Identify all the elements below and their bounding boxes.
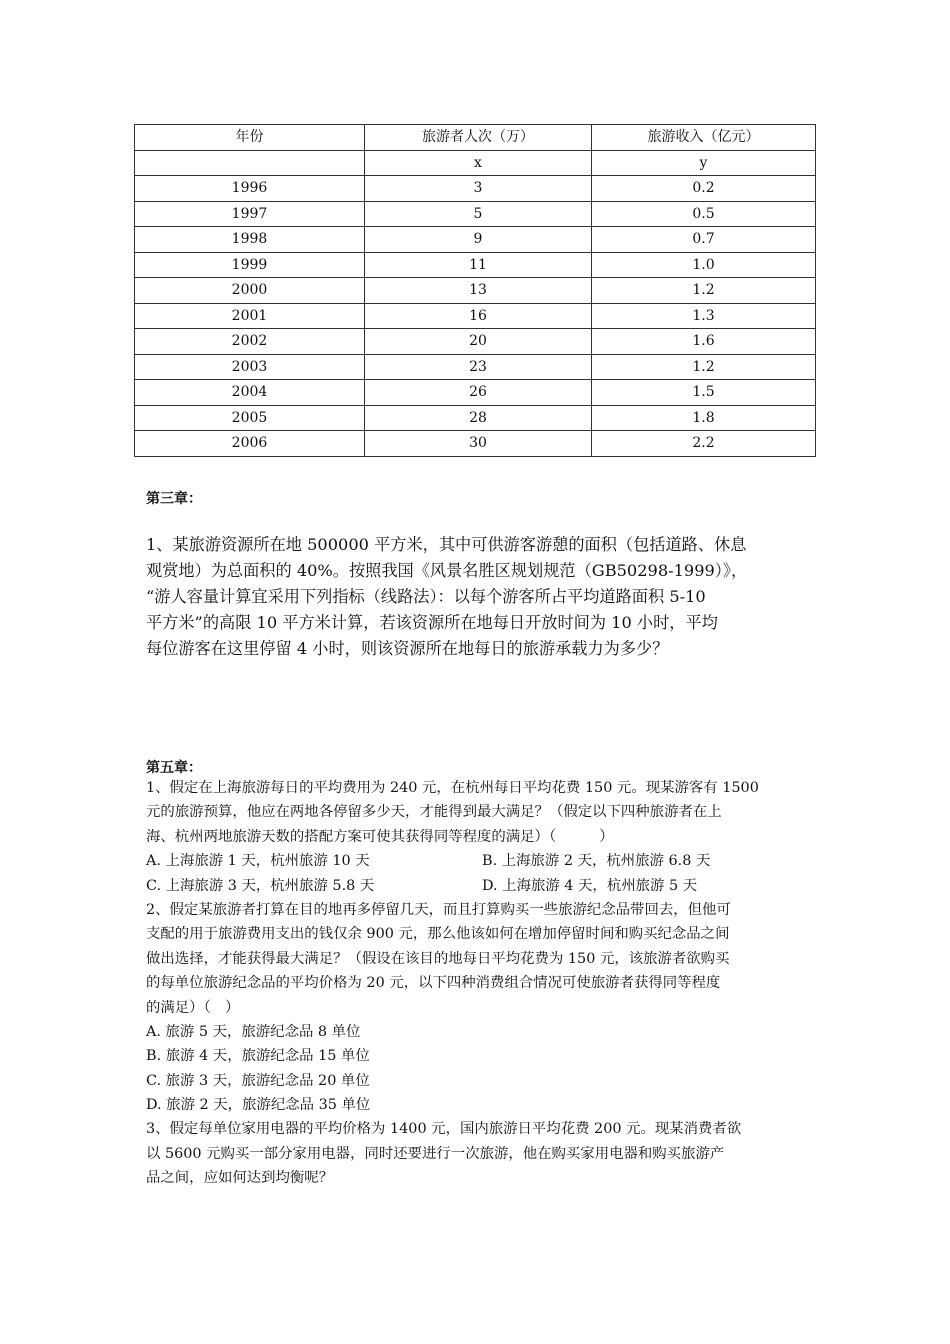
option-row (146, 849, 816, 873)
table-header-cell: 旅游收入（亿元） (592, 125, 816, 151)
x-cell: 13 (365, 278, 592, 304)
question-line: 做出选择，才能获得最大满足？（假设在该目的地每日平均花费为 150 元，该旅游者欲购买 (146, 950, 730, 967)
question-line: 元的旅游预算，他应在两地各停留多少天，才能得到最大满足？（假定以下四种旅游者在上 (146, 804, 722, 821)
option-row (146, 874, 816, 898)
year-cell: 2006 (135, 431, 365, 457)
year-cell: 2004 (135, 380, 365, 406)
table-header-cell: 年份 (135, 125, 365, 151)
table-row (135, 354, 816, 380)
table-header-cell: 旅游者人次（万） (365, 125, 592, 151)
chapter3-heading: 第三章： (146, 491, 202, 507)
y-cell: 1.5 (592, 380, 816, 406)
table-subheader-cell: x (365, 150, 592, 176)
x-cell: 3 (365, 176, 592, 202)
y-cell: 1.0 (592, 252, 816, 278)
table-subheader-row (135, 150, 816, 176)
question-line: 观赏地）为总面积的 40%。按照我国《风景名胜区规划规范（GB50298-1999）》， (146, 561, 748, 580)
question-line: 平方米”的高限 10 平方米计算，若该资源所在地每日开放时间为 10 小时，平均 (146, 613, 718, 632)
question-line: 1、某旅游资源所在地 500000 平方米，其中可供游客游憩的面积（包括道路、休息 (146, 535, 747, 554)
question-line: 的满足）（ ） (146, 999, 240, 1016)
question-line: 每位游客在这里停留 4 小时，则该资源所在地每日的旅游承载力为多少？ (146, 639, 669, 658)
table-row (135, 278, 816, 304)
question-line: 以 5600 元购买一部分家用电器，同时还要进行一次旅游，他在购买家用电器和购买旅游产 (146, 1145, 725, 1162)
x-cell: 11 (365, 252, 592, 278)
table-row (135, 380, 816, 406)
question-line: 3、假定每单位家用电器的平均价格为 1400 元，国内旅游日平均花费 200 元。现某消费者欲 (146, 1121, 742, 1138)
year-cell: 1998 (135, 227, 365, 253)
y-cell: 1.8 (592, 405, 816, 431)
year-cell: 2000 (135, 278, 365, 304)
question-line: 海、杭州两地旅游天数的搭配方案可使其获得同等程度的满足）（ ） (146, 828, 614, 845)
x-cell: 26 (365, 380, 592, 406)
chapter5-heading: 第五章： (146, 760, 202, 776)
year-cell: 1996 (135, 176, 365, 202)
table-row (135, 405, 816, 431)
x-cell: 9 (365, 227, 592, 253)
y-cell: 0.2 (592, 176, 816, 202)
question-line: 支配的用于旅游费用支出的钱仅余 900 元，那么他该如何在增加停留时间和购买纪念品之间 (146, 926, 730, 943)
option-b: B. 旅游 4 天，旅游纪念品 15 单位 (146, 1048, 370, 1065)
y-cell: 2.2 (592, 431, 816, 457)
option-c: C. 旅游 3 天，旅游纪念品 20 单位 (146, 1072, 370, 1089)
year-cell: 2003 (135, 354, 365, 380)
x-cell: 28 (365, 405, 592, 431)
option-b: B. 上海旅游 2 天，杭州旅游 6.8 天 (482, 853, 711, 870)
tourism-data-table (134, 124, 816, 457)
table-header-row (135, 125, 816, 151)
year-cell: 2005 (135, 405, 365, 431)
x-cell: 30 (365, 431, 592, 457)
x-cell: 23 (365, 354, 592, 380)
year-cell: 2002 (135, 329, 365, 355)
question-line: 2、假定某旅游者打算在目的地再多停留几天，而且打算购买一些旅游纪念品带回去，但他可 (146, 901, 731, 918)
y-cell: 1.2 (592, 278, 816, 304)
option-c: C. 上海旅游 3 天，杭州旅游 5.8 天 (146, 877, 375, 894)
x-cell: 20 (365, 329, 592, 355)
question-line: 的每单位旅游纪念品的平均价格为 20 元，以下四种消费组合情况可使旅游者获得同等程度 (146, 975, 721, 992)
x-cell: 5 (365, 201, 592, 227)
y-cell: 1.3 (592, 303, 816, 329)
y-cell: 1.2 (592, 354, 816, 380)
chapter5-body (146, 776, 816, 1191)
x-cell: 16 (365, 303, 592, 329)
question-line: “游人容量计算宜采用下列指标（线路法）：以每个游客所占平均道路面积 5-10 (146, 587, 706, 606)
table-row (135, 227, 816, 253)
year-cell: 2001 (135, 303, 365, 329)
table-subheader-cell: y (592, 150, 816, 176)
question-line: 品之间，应如何达到均衡呢？ (146, 1170, 334, 1187)
table-row (135, 252, 816, 278)
table-subheader-cell (135, 150, 365, 176)
y-cell: 1.6 (592, 329, 816, 355)
option-a: A. 旅游 5 天，旅游纪念品 8 单位 (146, 1023, 361, 1040)
option-d: D. 旅游 2 天，旅游纪念品 35 单位 (146, 1097, 371, 1114)
y-cell: 0.5 (592, 201, 816, 227)
chapter3-question-1 (146, 532, 814, 662)
year-cell: 1999 (135, 252, 365, 278)
option-d: D. 上海旅游 4 天，杭州旅游 5 天 (482, 877, 698, 894)
question-line: 1、假定在上海旅游每日的平均费用为 240 元，在杭州每日平均花费 150 元。现某游客有 1500 (146, 780, 759, 796)
table-row (135, 303, 816, 329)
table-row (135, 201, 816, 227)
table-row (135, 176, 816, 202)
table-row (135, 329, 816, 355)
y-cell: 0.7 (592, 227, 816, 253)
year-cell: 1997 (135, 201, 365, 227)
option-a: A. 上海旅游 1 天，杭州旅游 10 天 (146, 853, 370, 870)
table-row (135, 431, 816, 457)
